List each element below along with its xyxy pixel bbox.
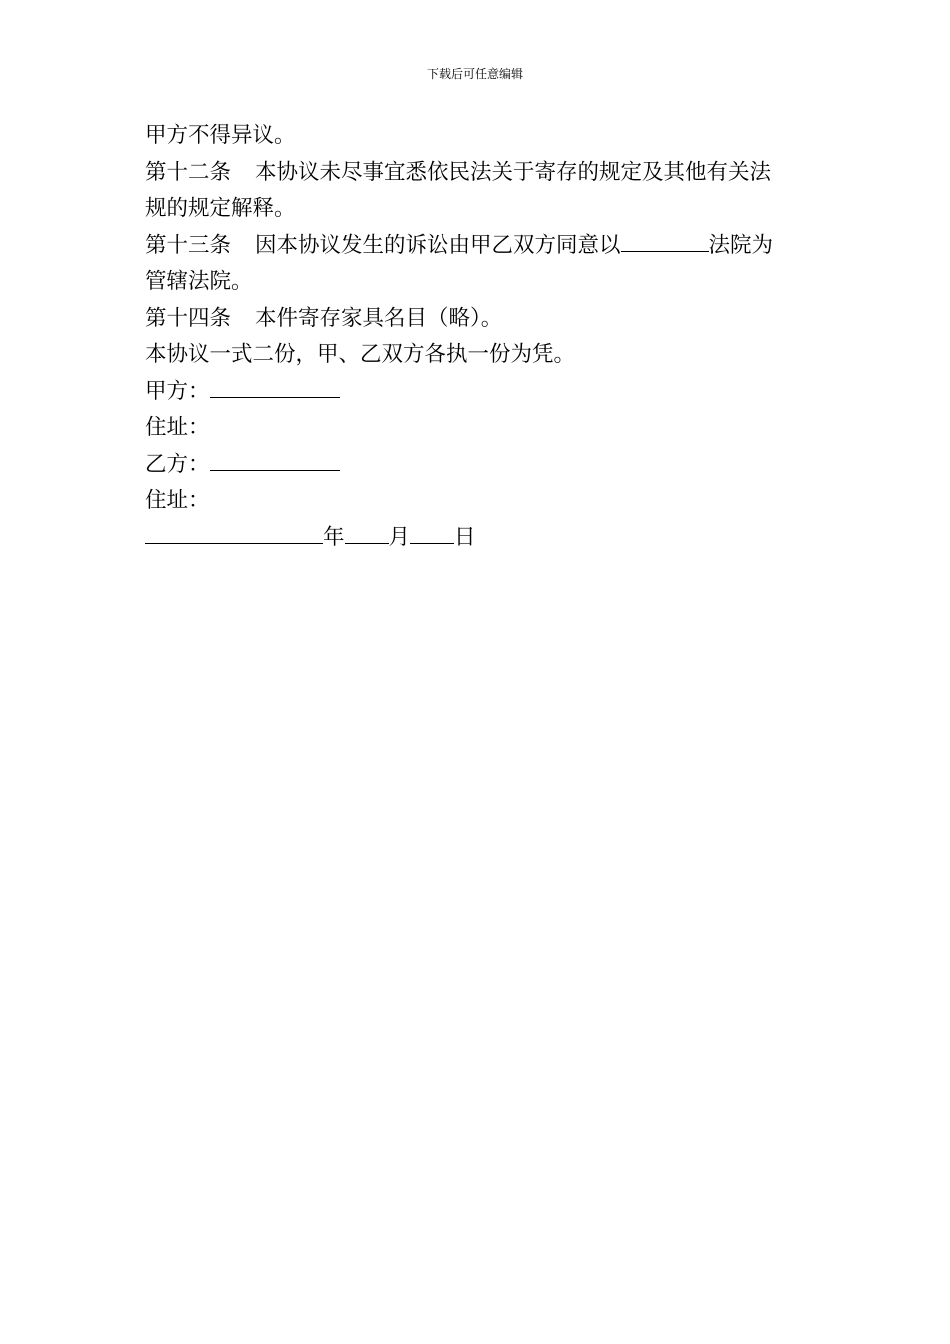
year-blank[interactable]	[145, 523, 323, 544]
address-a-row	[145, 410, 810, 447]
address-b-label: 住址：	[145, 488, 210, 513]
copies-text: 本协议一式二份，甲、乙双方各执一份为凭。	[145, 342, 576, 367]
copies-clause	[145, 337, 810, 374]
document-body	[145, 118, 810, 556]
party-b-signature-blank[interactable]	[210, 450, 340, 471]
text-line-1: 甲方不得异议。	[145, 123, 296, 148]
party-b-row	[145, 447, 810, 484]
party-b-label: 乙方：	[145, 451, 210, 477]
article-13-text-cont: 管辖法院。	[145, 269, 253, 294]
address-a-label: 住址：	[145, 415, 210, 440]
article-14	[145, 301, 810, 338]
article-13-label: 第十三条	[145, 232, 232, 258]
article-12-continued	[145, 191, 810, 228]
page-header: 下载后可任意编辑	[426, 67, 523, 81]
year-label: 年	[323, 524, 345, 550]
article-12-text-cont: 规的规定解释。	[145, 196, 296, 221]
party-a-signature-blank[interactable]	[210, 377, 340, 398]
month-blank[interactable]	[345, 523, 389, 544]
article-13-text: 因本协议发生的诉讼由甲乙双方同意以	[255, 232, 621, 258]
article-13	[145, 228, 810, 265]
article-13-text-b: 法院为	[708, 232, 774, 258]
party-a-label: 甲方：	[145, 378, 210, 404]
article-12-text: 本协议未尽事宜悉依民法关于寄存的规定及其他有关法	[255, 159, 772, 185]
paragraph-line	[145, 118, 810, 155]
address-b-row	[145, 483, 810, 520]
article-14-text: 本件寄存家具名目（略）。	[255, 305, 503, 331]
article-13-continued	[145, 264, 810, 301]
court-name-blank[interactable]	[621, 231, 709, 252]
day-label: 日	[454, 524, 476, 550]
article-12-label: 第十二条	[145, 159, 232, 185]
day-blank[interactable]	[410, 523, 454, 544]
article-12	[145, 155, 810, 192]
article-14-label: 第十四条	[145, 305, 232, 331]
month-label: 月	[388, 524, 411, 550]
party-a-row	[145, 374, 810, 411]
date-row	[145, 520, 810, 557]
